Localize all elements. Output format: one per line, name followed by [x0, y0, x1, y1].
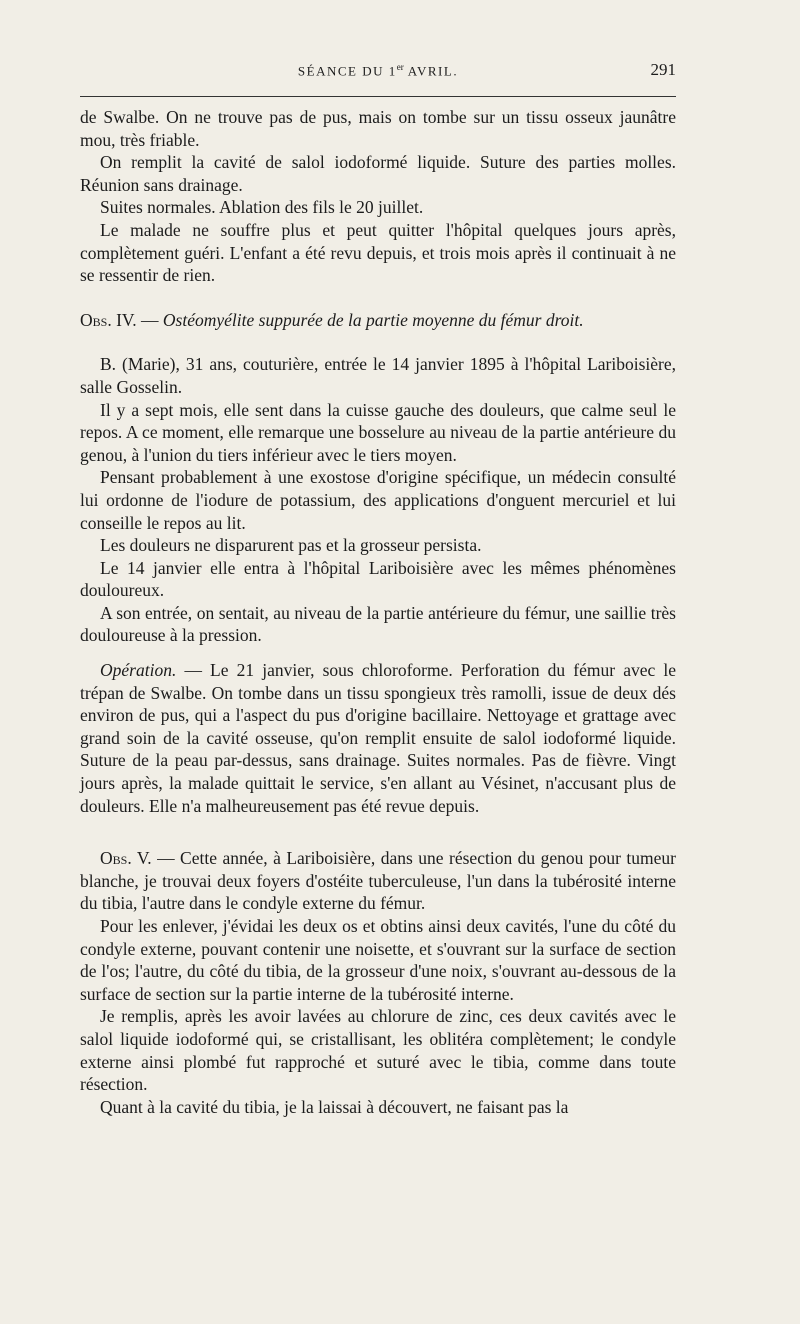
- observation-title: Ostéomyélite suppurée de la partie moyenne du fémur droit.: [162, 309, 584, 330]
- paragraph: On remplit la cavité de salol iodoformé liquide. Suture des parties molles. Réunion sans drainage.: [80, 152, 676, 195]
- paragraph: Pour les enlever, j'évidai les deux os et obtins ainsi deux cavités, l'une du côté du condyle externe, pouvant contenir une noisette, et s'ouvrant sur la surface de section de l'os; l'autre, du côté du tibia, de la grosseur d'une noix, s'ouvrant au-dessous de la surface de section sur la partie interne de la tubérosité interne.: [80, 916, 676, 1004]
- paragraph: B. (Marie), 31 ans, couturière, entrée le 14 janvier 1895 à l'hôpital Lariboisière, salle Gosselin.: [80, 354, 676, 397]
- paragraph: Les douleurs ne disparurent pas et la grosseur persista.: [100, 535, 482, 556]
- paragraph: Le malade ne souffre plus et peut quitter l'hôpital quelques jours après, complètement guéri. L'enfant a été revu depuis, et trois mois après il continuait à ne se ressentir de rien.: [80, 219, 676, 286]
- header-title: [80, 62, 676, 79]
- operation-paragraph: [80, 659, 676, 817]
- paragraph: Je remplis, après les avoir lavées au chlorure de zinc, ces deux cavités avec le salol liquide iodoformé qui, se cristallisant, les oblitéra complètement; le condyle externe ainsi plombé fut rapproché et suturé avec le tibia, comme dans toute résection.: [80, 1006, 676, 1095]
- running-header: [80, 60, 676, 86]
- header-rule: [80, 96, 676, 97]
- header-title-end: AVRIL.: [403, 63, 459, 79]
- observation-label: Obs. V.: [100, 848, 152, 869]
- paragraph: Pensant probablement à une exostose d'origine spécifique, un médecin consulté lui ordonne de l'iodure de potassium, des applications d'onguent mercuriel et lui conseille le repos au lit.: [80, 467, 676, 533]
- paragraph: de Swalbe. On ne trouve pas de pus, mais on tombe sur un tissu osseux jaunâtre mou, très friable.: [80, 107, 676, 150]
- observation-dash: —: [136, 309, 163, 330]
- observation-heading: [80, 309, 676, 332]
- paragraph: Suites normales. Ablation des fils le 20 juillet.: [100, 197, 424, 218]
- paragraph: A son entrée, on sentait, au niveau de la partie antérieure du fémur, une saillie très douloureuse à la pression.: [80, 602, 676, 646]
- operation-label: Opération.: [100, 660, 177, 681]
- paragraph: Quant à la cavité du tibia, je la laissai à découvert, ne faisant pas la: [100, 1096, 569, 1117]
- body-text: [80, 106, 676, 1118]
- header-title-main: SÉANCE DU 1: [297, 63, 397, 79]
- paragraph: Il y a sept mois, elle sent dans la cuisse gauche des douleurs, que calme seul le repos. A ce moment, elle remarque une bosselure au niveau de la partie antérieure du genou, à l'union du tiers inférieur avec le tiers moyen.: [80, 399, 676, 465]
- page-number: 291: [650, 60, 676, 79]
- observation-text: — Cette année, à Lariboisière, dans une résection du genou pour tumeur blanche, je trouvai deux foyers d'ostéite tuberculeuse, l'un dans la tubérosité interne du tibia, l'autre dans le condyle externe du fémur.: [80, 848, 676, 914]
- header-title-sup: er: [396, 62, 404, 72]
- operation-text: — Le 21 janvier, sous chloroforme. Perforation du fémur avec le trépan de Swalbe. On tombe dans un tissu spongieux très ramolli, issue de deux dés environ de pus, qui a l'aspect du pus d'origine bacillaire. Nettoyage et grattage avec grand soin de la cavité osseuse, qu'on remplit ensuite de salol iodoformé liquide. Suture de la peau par-dessus, sans drainage. Suites normales. Pas de fièvre. Vingt jours après, la malade quittait le service, s'en allant au Vésinet, n'accusant plus de douleurs. Elle n'a malheureusement pas été revue depuis.: [80, 660, 676, 816]
- paragraph: Le 14 janvier elle entra à l'hôpital Lariboisière avec les mêmes phénomènes douloureux.: [80, 557, 676, 601]
- observation-label: Obs. IV.: [80, 309, 137, 330]
- observation-paragraph: [80, 847, 676, 915]
